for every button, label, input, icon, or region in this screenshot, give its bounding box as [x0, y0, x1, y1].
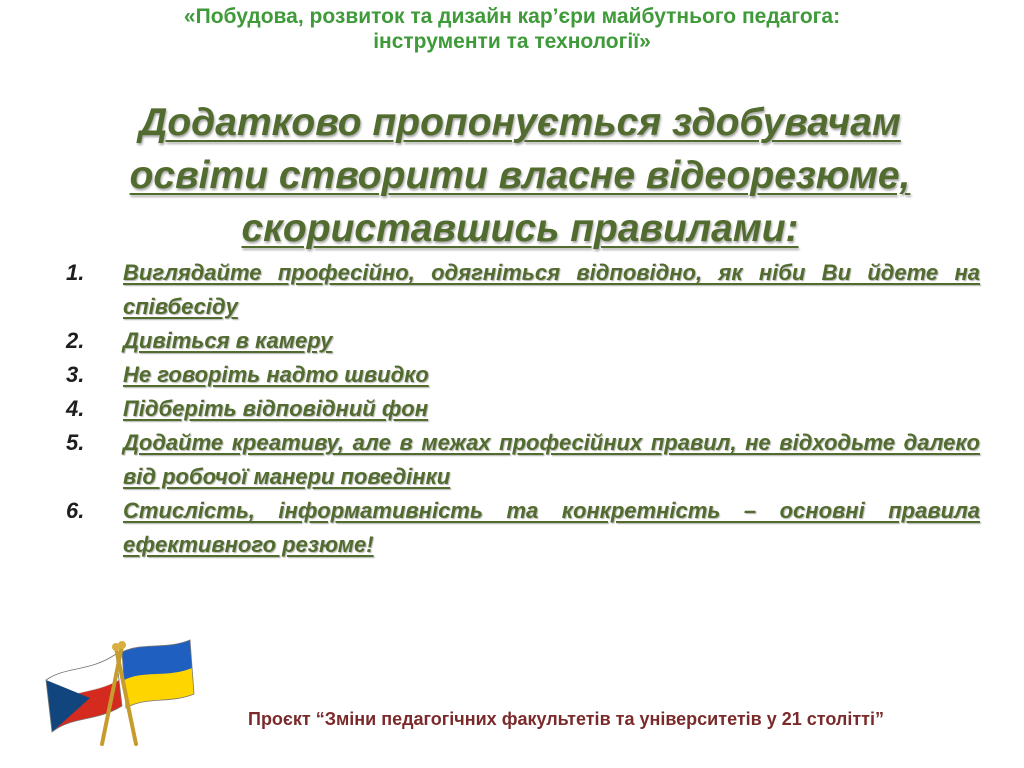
- slide-heading-line-1: Додатково пропонується здобувачам: [139, 101, 901, 144]
- slide-heading: [60, 96, 980, 255]
- list-item: [66, 358, 980, 392]
- list-item: [66, 256, 980, 324]
- project-title-line-2: інструменти та технології»: [373, 30, 651, 53]
- ukraine-flag-icon: [122, 640, 194, 708]
- list-item-number: 3.: [66, 362, 85, 387]
- list-item-number: 6.: [66, 498, 85, 523]
- list-item-text: Не говоріть надто швидко: [123, 362, 429, 387]
- project-title: [0, 4, 1024, 54]
- list-item: [66, 426, 980, 494]
- list-item-text: Підберіть відповідний фон: [123, 396, 429, 421]
- rules-list: [66, 256, 980, 562]
- slide-heading-line-2: освіти створити власне відеорезюме,: [129, 154, 911, 197]
- list-item-text: Дивіться в камеру: [123, 328, 333, 353]
- slide-heading-line-3: скориставшись правилами:: [241, 207, 799, 250]
- list-item: [66, 494, 980, 562]
- czech-ukraine-crossed-flags-icon: [38, 636, 198, 748]
- project-footer: Проєкт “Зміни педагогічних факультетів та університетів у 21 столітті”: [248, 709, 884, 729]
- list-item-text: Стислість, інформативність та конкретність – основні правила ефективного резюме!: [123, 498, 980, 557]
- list-item: [66, 392, 980, 426]
- list-item-number: 5.: [66, 430, 85, 455]
- list-item: [66, 324, 980, 358]
- list-item-number: 1.: [66, 260, 85, 285]
- list-item-number: 2.: [66, 328, 85, 353]
- list-item-text: Виглядайте професійно, одягніться відповідно, як ніби Ви йдете на співбесіду: [123, 260, 980, 319]
- project-title-line-1: «Побудова, розвиток та дизайн кар’єри майбутнього педагога:: [183, 5, 841, 28]
- list-item-text: Додайте креативу, але в межах професійних правил, не відходьте далеко від робочої манери поведінки: [123, 430, 980, 489]
- list-item-number: 4.: [66, 396, 85, 421]
